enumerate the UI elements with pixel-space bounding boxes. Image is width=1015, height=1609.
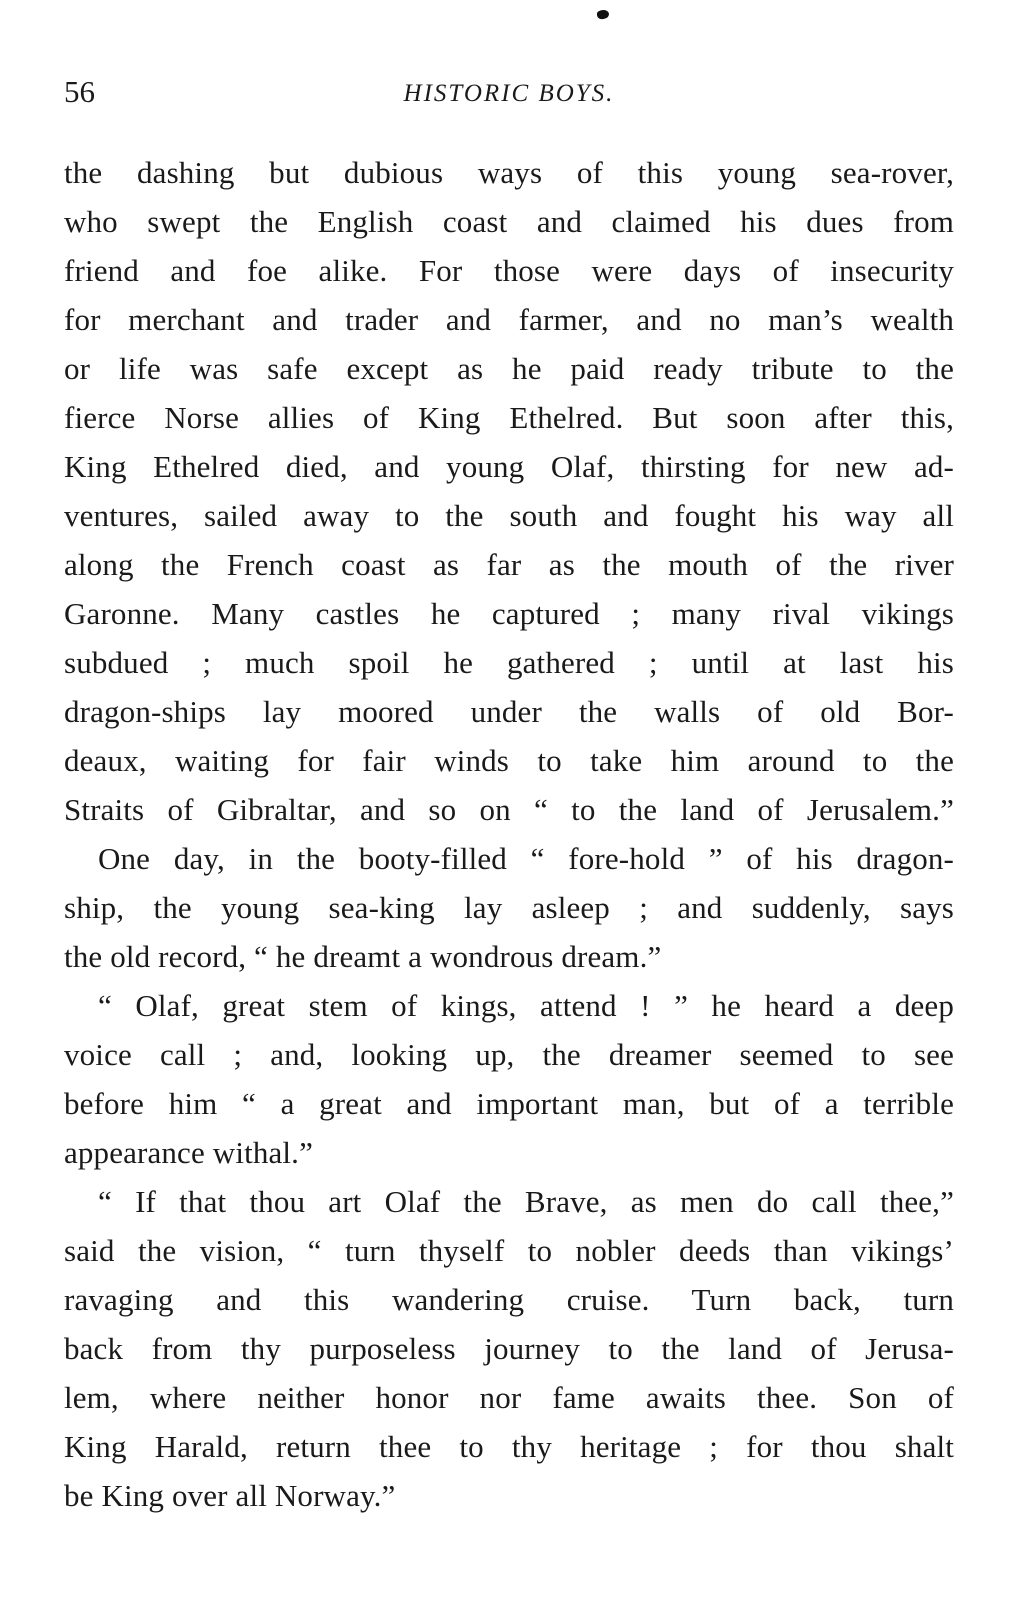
text-line: friend and foe alike. For those were days of insecurity <box>64 253 954 288</box>
text-line: “ Olaf, great stem of kings, attend ! ” he heard a deep <box>98 988 954 1023</box>
running-title: HISTORIC BOYS. <box>403 80 615 107</box>
ink-speck <box>596 9 610 20</box>
text-line: One day, in the booty-filled “ fore-hold ” of his dragon- <box>98 841 954 876</box>
text-line: along the French coast as far as the mouth of the river <box>64 547 954 582</box>
text-line: appearance withal.” <box>64 1135 313 1170</box>
paragraph <box>64 1177 954 1520</box>
text-line: subdued ; much spoil he gathered ; until at last his <box>64 645 954 680</box>
text-line: “ If that thou art Olaf the Brave, as men do call thee,” <box>98 1184 954 1219</box>
text-line: ravaging and this wandering cruise. Turn back, turn <box>64 1282 954 1317</box>
text-line: who swept the English coast and claimed his dues from <box>64 204 954 239</box>
body-text <box>64 148 954 1520</box>
paragraph <box>64 981 954 1177</box>
page-header <box>64 72 954 120</box>
text-line: or life was safe except as he paid ready tribute to the <box>64 351 954 386</box>
text-line: voice call ; and, looking up, the dreamer seemed to see <box>64 1037 954 1072</box>
text-line: Straits of Gibraltar, and so on “ to the land of Jerusalem.” <box>64 792 954 827</box>
paragraph <box>64 148 954 834</box>
page-number: 56 <box>64 74 95 109</box>
text-line: deaux, waiting for fair winds to take him around to the <box>64 743 954 778</box>
text-line: said the vision, “ turn thyself to nobler deeds than vikings’ <box>64 1233 954 1268</box>
text-line: King Ethelred died, and young Olaf, thirsting for new ad- <box>64 449 954 484</box>
paragraph <box>64 834 954 981</box>
text-line: before him “ a great and important man, but of a terrible <box>64 1086 954 1121</box>
text-line: dragon-ships lay moored under the walls of old Bor- <box>64 694 954 729</box>
text-line: lem, where neither honor nor fame awaits thee. Son of <box>64 1380 954 1415</box>
text-line: be King over all Norway.” <box>64 1478 396 1513</box>
text-line: for merchant and trader and farmer, and no man’s wealth <box>64 302 954 337</box>
text-line: ship, the young sea-king lay asleep ; and suddenly, says <box>64 890 954 925</box>
text-line: fierce Norse allies of King Ethelred. But soon after this, <box>64 400 954 435</box>
text-line: ventures, sailed away to the south and fought his way all <box>64 498 954 533</box>
text-line: back from thy purposeless journey to the land of Jerusa- <box>64 1331 954 1366</box>
text-line: King Harald, return thee to thy heritage ; for thou shalt <box>64 1429 954 1464</box>
text-line: the old record, “ he dreamt a wondrous dream.” <box>64 939 662 974</box>
text-line: the dashing but dubious ways of this young sea-rover, <box>64 155 954 190</box>
text-line: Garonne. Many castles he captured ; many rival vikings <box>64 596 954 631</box>
